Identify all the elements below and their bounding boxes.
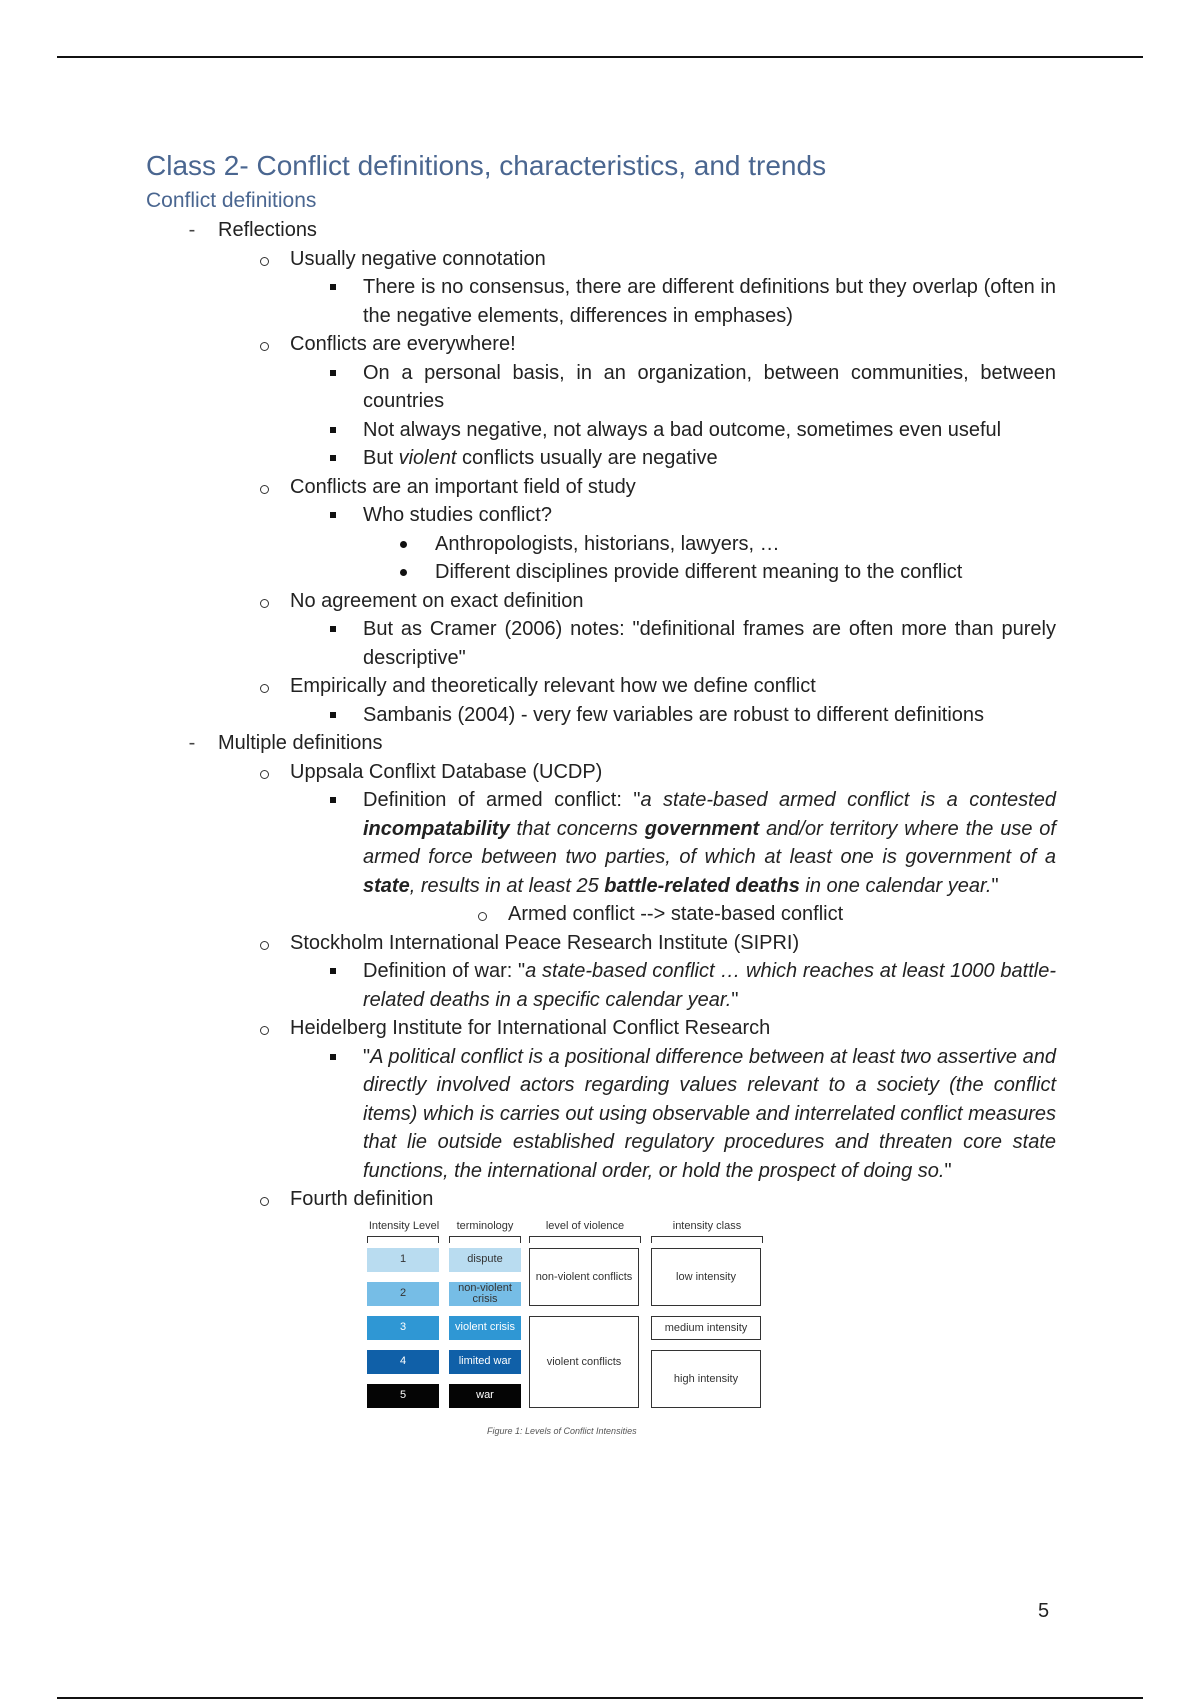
term-cell: limited war (449, 1350, 521, 1374)
list-item: Conflicts are an important field of study (290, 473, 1056, 502)
list-item: "A political conflict is a positional difference between at least two assertive and directly involved actors regarding values relevant to a society (the conflict items) which is carries out using observable and interrelated conflict measures that lie outside established regulatory procedures and threaten core state functions, the international order, or hold the prospect of doing so." (363, 1043, 1056, 1186)
figure-header: terminology (456, 1219, 514, 1232)
figure-brace (529, 1236, 641, 1243)
page-title: Class 2- Conflict definitions, characteristics, and trends (146, 150, 827, 181)
class-box: high intensity (651, 1350, 761, 1408)
level-cell: 5 (367, 1384, 439, 1408)
list-item: Usually negative connotation (290, 245, 1056, 274)
term-cell: war (449, 1384, 521, 1408)
violence-box: violent conflicts (529, 1316, 639, 1408)
term-cell: dispute (449, 1248, 521, 1272)
term-cell: violent crisis (449, 1316, 521, 1340)
page-number: 5 (1038, 1600, 1050, 1622)
level-cell: 4 (367, 1350, 439, 1374)
level-cell: 2 (367, 1282, 439, 1306)
list-item: Heidelberg Institute for International Conflict Research (290, 1014, 1056, 1043)
section-heading: Conflict definitions (146, 189, 317, 212)
figure-header: intensity class (672, 1219, 742, 1232)
class-box: low intensity (651, 1248, 761, 1306)
figure-brace (651, 1236, 763, 1243)
list-item: Anthropologists, historians, lawyers, … (435, 530, 1056, 559)
list-item: On a personal basis, in an organization, between communities, between countries (363, 359, 1056, 416)
list-item: Who studies conflict? (363, 501, 1056, 530)
list-item: Armed conflict --> state-based conflict (508, 900, 1056, 929)
list-item: Sambanis (2004) - very few variables are robust to different definitions (363, 701, 1056, 730)
intensity-figure (367, 1220, 767, 1440)
list-item: Conflicts are everywhere! (290, 330, 1056, 359)
term-cell: non-violent crisis (449, 1282, 521, 1306)
level-cell: 3 (367, 1316, 439, 1340)
level-cell: 1 (367, 1248, 439, 1272)
list-item: Different disciplines provide different meaning to the conflict (435, 558, 1056, 587)
header-rule (57, 56, 1143, 58)
document-body (146, 148, 1056, 1440)
figure-brace (367, 1236, 439, 1243)
class-box: medium intensity (651, 1316, 761, 1340)
list-item: No agreement on exact definition (290, 587, 1056, 616)
figure-header: Intensity Level (368, 1219, 440, 1232)
list-item: But as Cramer (2006) notes: "definitional frames are often more than purely descriptive" (363, 615, 1056, 672)
list-item: Definition of armed conflict: "a state-based armed conflict is a contested incompatability that concerns government and/or territory where the use of armed force between two parties, of which at least one is government of a state, results in at least 25 battle-related deaths in one calendar year." (363, 786, 1056, 900)
list-item: There is no consensus, there are different definitions but they overlap (often in the negative elements, differences in emphases) (363, 273, 1056, 330)
figure-caption: Figure 1: Levels of Conflict Intensities (487, 1425, 637, 1436)
list-item: Not always negative, not always a bad outcome, sometimes even useful (363, 416, 1056, 445)
list-item: Uppsala Conflixt Database (UCDP) (290, 758, 1056, 787)
violence-box: non-violent conflicts (529, 1248, 639, 1306)
list-item: Stockholm International Peace Research Institute (SIPRI) (290, 929, 1056, 958)
list-item: Fourth definition (290, 1185, 1056, 1214)
list-item: - Multiple definitions (218, 729, 1056, 758)
list-item: Empirically and theoretically relevant how we define conflict (290, 672, 1056, 701)
figure-brace (449, 1236, 521, 1243)
footer-rule (57, 1697, 1143, 1699)
list-item: But violent conflicts usually are negative (363, 444, 1056, 473)
list-item: - Reflections (218, 216, 1056, 245)
figure-header: level of violence (545, 1219, 625, 1232)
list-item: Definition of war: "a state-based conflict … which reaches at least 1000 battle-related deaths in a specific calendar year." (363, 957, 1056, 1014)
